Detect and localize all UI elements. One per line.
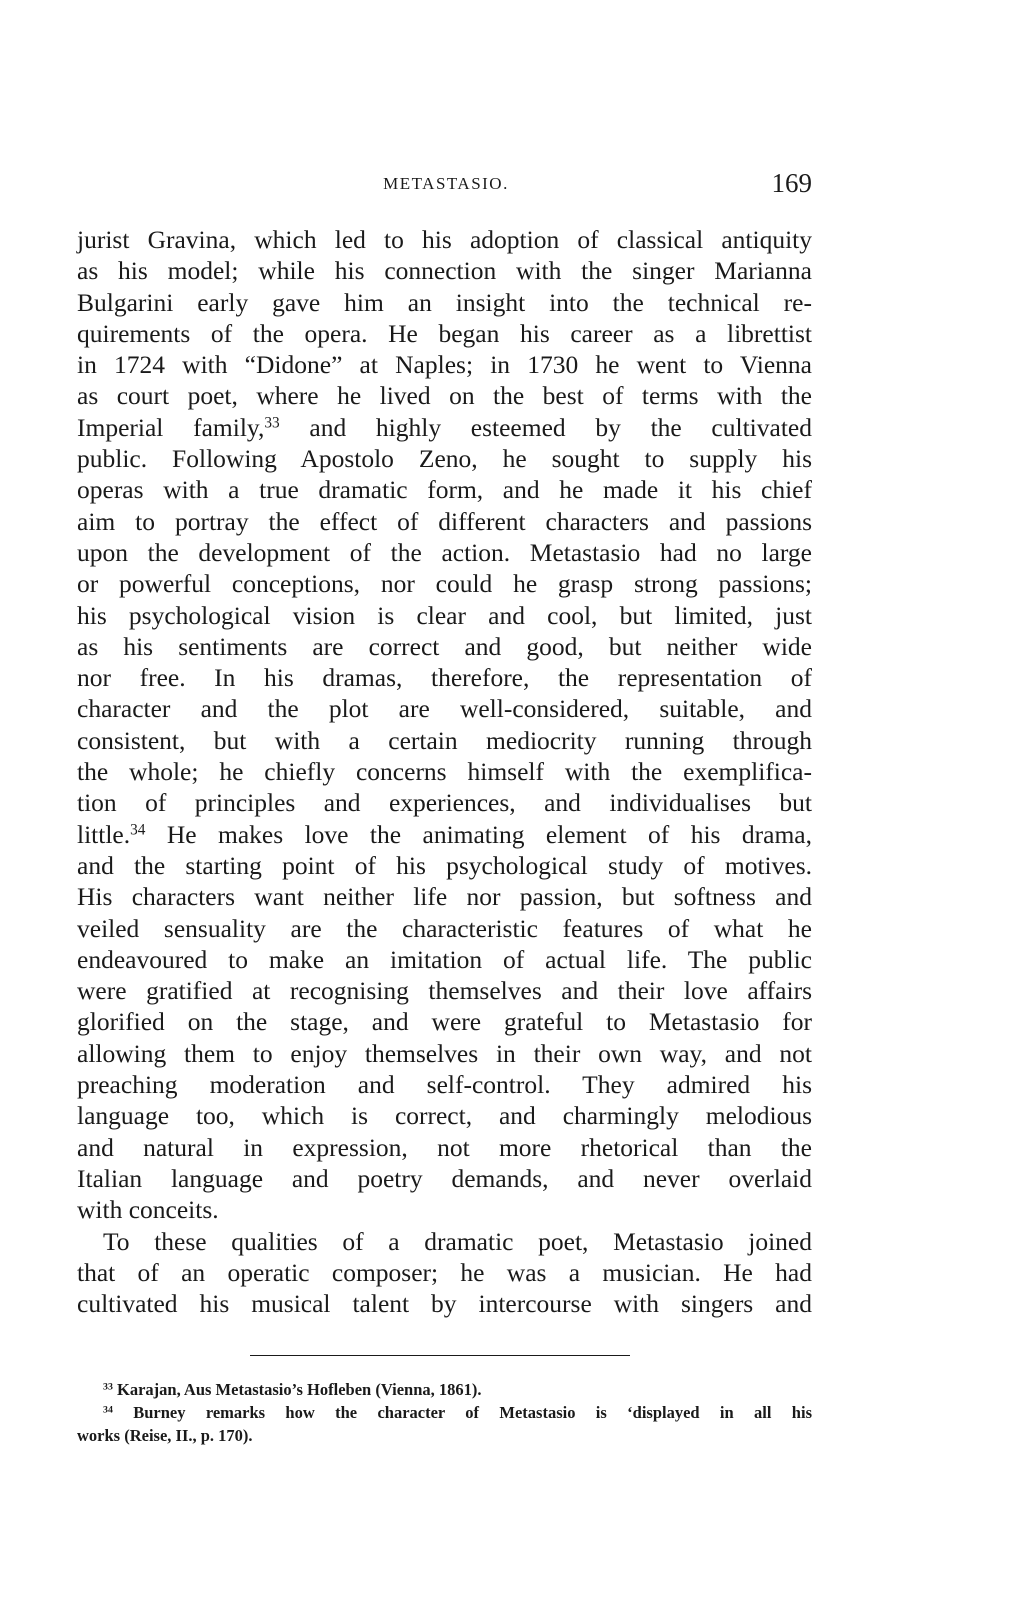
- text-line: Bulgarini early gave him an insight into the technical re-: [77, 287, 812, 317]
- text-line: and natural in expression, not more rhetorical than the: [77, 1132, 812, 1162]
- text-line: preaching moderation and self-control. They admired his: [77, 1070, 812, 1100]
- footnote-34-continuation: works (Reise, II., p. 170).: [77, 1426, 253, 1445]
- text-line: His characters want neither life nor passion, but softness and: [77, 882, 812, 912]
- text-line: consistent, but with a certain mediocrity running through: [77, 725, 812, 755]
- text-line: with conceits.: [77, 1195, 219, 1225]
- text-line: jurist Gravina, which led to his adoption of classical antiquity: [77, 225, 812, 254]
- footnote-33: [77, 1378, 812, 1401]
- text-line: or powerful conceptions, nor could he grasp strong passions;: [77, 569, 812, 599]
- text-line: aim to portray the effect of different characters and passions: [77, 506, 812, 536]
- text-line: character and the plot are well-considered, suitable, and: [77, 694, 812, 724]
- text-line: as court poet, where he lived on the best of terms with the: [77, 381, 812, 411]
- text-line: nor free. In his dramas, therefore, the representation of: [77, 663, 812, 693]
- footnote-ref: 33: [264, 414, 280, 432]
- text-line: operas with a true dramatic form, and he made it his chief: [77, 475, 812, 505]
- page-number: 169: [771, 168, 812, 198]
- text-line: veiled sensuality are the characteristic features of what he: [77, 913, 812, 943]
- text-line: cultivated his musical talent by intercourse with singers and: [77, 1289, 812, 1319]
- text-line: and the starting point of his psychological study of motives.: [77, 850, 812, 880]
- text-line: endeavoured to make an imitation of actual life. The public: [77, 944, 812, 974]
- text-line: upon the development of the action. Metastasio had no large: [77, 537, 812, 567]
- text-line: in 1724 with “Didone” at Naples; in 1730 he went to Vienna: [77, 350, 812, 380]
- text-line: as his sentiments are correct and good, but neither wide: [77, 631, 812, 661]
- footnote-mark: 34: [103, 1404, 113, 1416]
- text-line: his psychological vision is clear and cool, but limited, just: [77, 600, 812, 630]
- body-text: [77, 224, 812, 1319]
- running-title: METASTASIO.: [383, 174, 509, 193]
- footnote-divider: [250, 1355, 630, 1356]
- text-line: allowing them to enjoy themselves in their own way, and not: [77, 1038, 812, 1068]
- text-line: tion of principles and experiences, and individualises but: [77, 788, 812, 818]
- text-line: Italian language and poetry demands, and never overlaid: [77, 1163, 812, 1193]
- text-line: [77, 819, 812, 850]
- footnotes: [77, 1378, 812, 1447]
- text-line: glorified on the stage, and were grateful to Metastasio for: [77, 1007, 812, 1037]
- text-fragment: Imperial family,: [77, 412, 265, 442]
- text-line: that of an operatic composer; he was a musician. He had: [77, 1257, 812, 1287]
- footnote-text: Burney remarks how the character of Metastasio is ‘displayed in all his: [112, 1403, 812, 1422]
- text-fragment: He makes love the animating element of his drama,: [145, 819, 812, 849]
- text-line: the whole; he chiefly concerns himself with the exemplifica-: [77, 757, 812, 787]
- footnote-ref: 34: [130, 821, 146, 839]
- text-fragment: and highly esteemed by the cultivated: [279, 412, 812, 442]
- text-line: quirements of the opera. He began his career as a librettist: [77, 318, 812, 348]
- running-head: [80, 168, 812, 204]
- footnote-mark: 33: [103, 1381, 113, 1393]
- text-line: were gratified at recognising themselves and their love affairs: [77, 976, 812, 1006]
- footnote-text: Karajan, Aus Metastasio’s Hofleben (Vienna, 1861).: [112, 1380, 482, 1399]
- text-fragment: little.: [77, 819, 131, 849]
- text-line: public. Following Apostolo Zeno, he sought to supply his: [77, 444, 812, 474]
- footnote-34: [77, 1401, 812, 1424]
- text-line: language too, which is correct, and charmingly melodious: [77, 1101, 812, 1131]
- text-line: To these qualities of a dramatic poet, Metastasio joined: [103, 1226, 812, 1256]
- text-line: as his model; while his connection with the singer Marianna: [77, 256, 812, 286]
- text-line: [77, 412, 812, 443]
